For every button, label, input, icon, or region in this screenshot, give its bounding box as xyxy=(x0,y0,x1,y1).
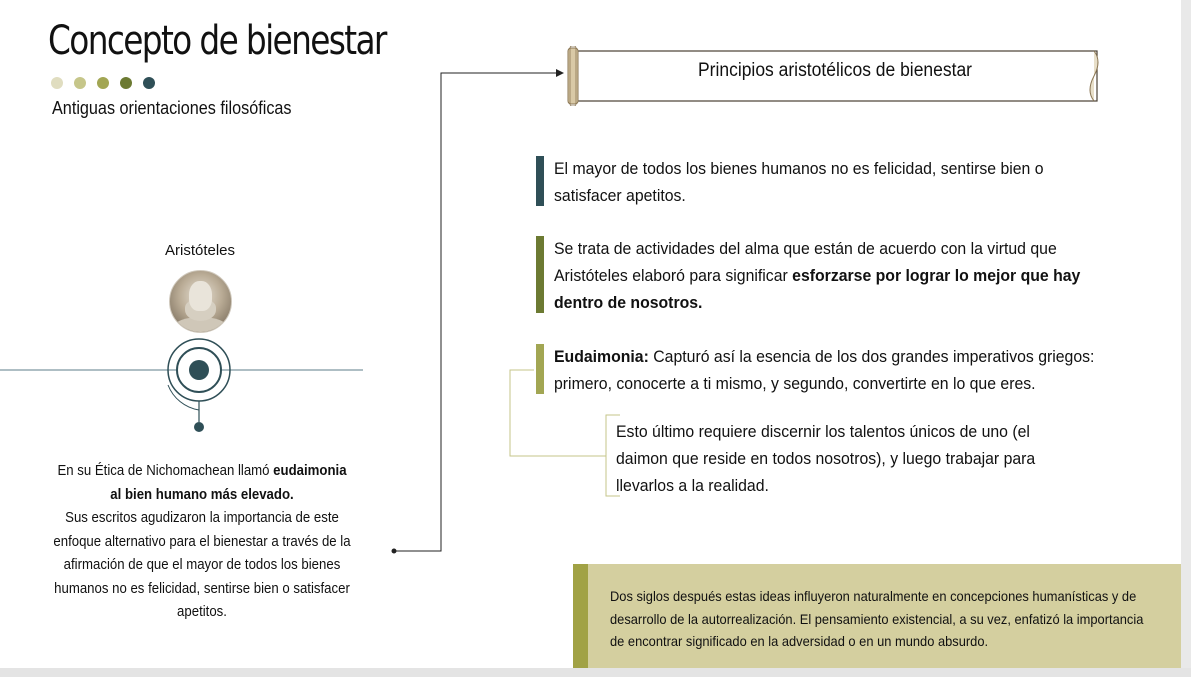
footer-text: Dos siglos después estas ideas influyeron naturalmente en concepciones humanísticas y de desarrollo de la autorrealización. El pensamiento existencial, a su vez, enfatizó la importancia de encontrar significado en la adversidad o en un mundo absurdo. xyxy=(610,588,1144,649)
point-1-body: El mayor de todos los bienes humanos no es felicidad, sentirse bien o satisfacer apetitos. xyxy=(554,159,1044,205)
dot-4 xyxy=(120,77,132,89)
point-2-text xyxy=(554,235,1103,316)
window-edge-bottom xyxy=(0,668,1191,677)
point-1-text xyxy=(554,155,1112,209)
point-3-bold: Eudaimonia: xyxy=(554,347,649,366)
slide-title: Concepto de bienestar xyxy=(48,18,386,64)
dot-1 xyxy=(51,77,63,89)
point-1-bar xyxy=(536,156,544,206)
aristotle-label: Aristóteles xyxy=(164,242,236,259)
window-edge-right xyxy=(1181,0,1191,677)
slide-subtitle: Antiguas orientaciones filosóficas xyxy=(52,98,292,118)
description-intro: En su Ética de Nichomachean llamó xyxy=(57,462,274,479)
point-2-body: Se trata de actividades del alma que están de acuerdo con la virtud que Aristóteles elaboró para significar xyxy=(554,239,1057,285)
scroll-title: Principios aristotélicos de bienestar xyxy=(698,60,972,81)
aristotle-description xyxy=(52,459,351,624)
dot-2 xyxy=(74,77,86,89)
point-3-text xyxy=(554,343,1112,397)
dot-5 xyxy=(143,77,155,89)
description-bold: eudaimonia al bien humano más elevado. xyxy=(110,462,347,503)
point-3-body: Capturó así la esencia de los dos grandes imperativos griegos: primero, conocerte a ti mismo, y segundo, convertirte en lo que eres. xyxy=(554,347,1095,393)
footer-accent-bar xyxy=(573,564,588,668)
dot-3 xyxy=(97,77,109,89)
point-3-bar xyxy=(536,344,544,394)
description-rest: Sus escritos agudizaron la importancia de este enfoque alternativo para el bienestar a través de la afirmación de que el mayor de todos los bienes humanos no es felicidad, sentirse bien o satisfacer apetitos. xyxy=(53,509,351,620)
point-2-bold: esforzarse por lograr lo mejor que hay dentro de nosotros. xyxy=(554,266,1081,312)
point-2-bar xyxy=(536,236,544,313)
aristotle-bust-icon xyxy=(169,270,232,333)
decorative-dots xyxy=(51,77,155,89)
note-text: Esto último requiere discernir los talentos únicos de uno (el daimon que reside en todos nosotros), y luego trabajar para llevarlos a la realidad. xyxy=(616,422,1036,495)
